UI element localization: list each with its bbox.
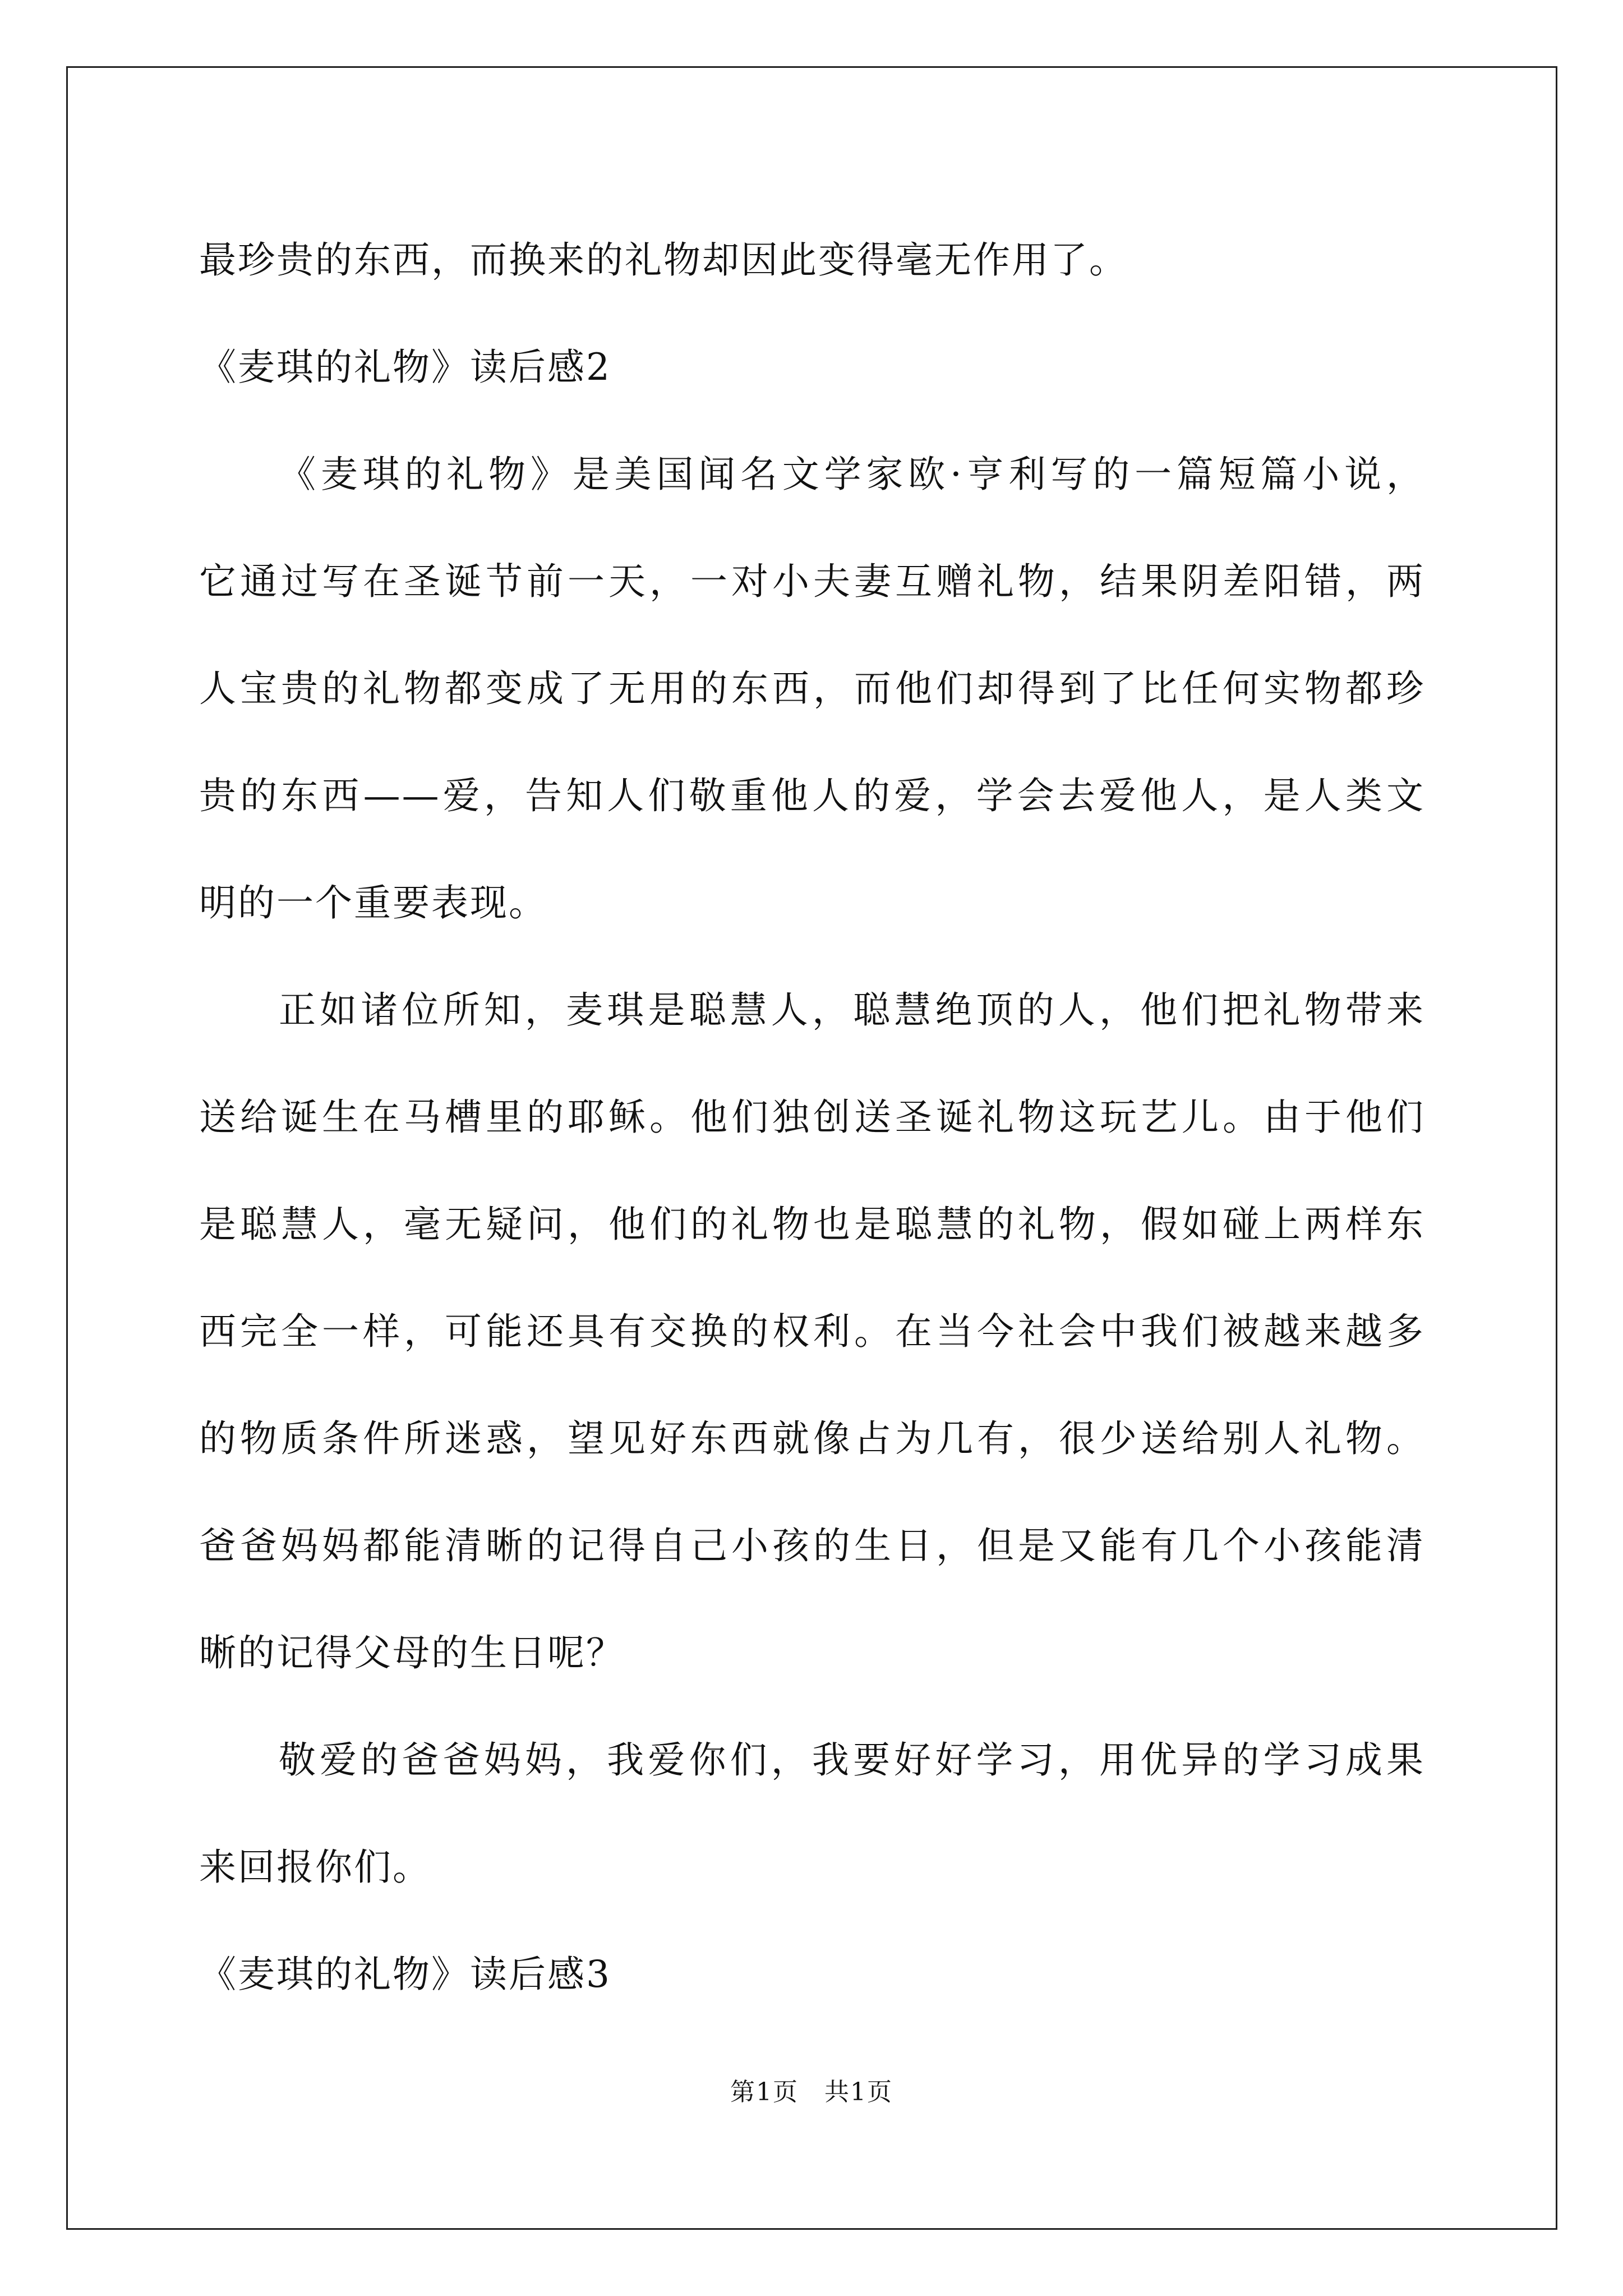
document-body — [199, 206, 1425, 2028]
paragraph-line: 是聪慧人，毫无疑问，他们的礼物也是聪慧的礼物，假如碰上两样东 — [199, 1203, 1425, 1246]
paragraph-line: 敬爱的爸爸妈妈，我爱你们，我要好好学习，用优异的学习成果 — [279, 1738, 1425, 1782]
section-heading: 《麦琪的礼物》读后感3 — [199, 1953, 611, 1996]
continuation-line: 最珍贵的东西，而换来的礼物却因此变得毫无作用了。 — [199, 238, 1128, 282]
paragraph-line: 晰的记得父母的生日呢？ — [199, 1631, 625, 1674]
page-number-footer: 第1页 共1页 — [730, 2078, 893, 2106]
paragraph-line: 爸爸妈妈都能清晰的记得自己小孩的生日，但是又能有几个小孩能清 — [199, 1524, 1425, 1567]
paragraph-line: 西完全一样，可能还具有交换的权利。在当今社会中我们被越来越多 — [199, 1310, 1425, 1353]
paragraph-line: 送给诞生在马槽里的耶稣。他们独创送圣诞礼物这玩艺儿。由于他们 — [199, 1096, 1425, 1139]
paragraph-line: 贵的东西——爱，告知人们敬重他人的爱，学会去爱他人，是人类文 — [199, 774, 1425, 817]
paragraph — [199, 1706, 1425, 1921]
paragraph-line: 《麦琪的礼物》是美国闻名文学家欧·亨利写的一篇短篇小说， — [279, 453, 1425, 496]
paragraph-line: 来回报你们。 — [199, 1846, 431, 1889]
paragraph-line: 人宝贵的礼物都变成了无用的东西，而他们却得到了比任何实物都珍 — [199, 667, 1425, 710]
section-heading: 《麦琪的礼物》读后感2 — [199, 346, 611, 389]
paragraph-line: 明的一个重要表现。 — [199, 881, 547, 924]
paragraph-line: 它通过写在圣诞节前一天，一对小夫妻互赠礼物，结果阴差阳错，两 — [199, 560, 1425, 603]
paragraph-line: 的物质条件所迷惑，望见好东西就像占为几有，很少送给别人礼物。 — [199, 1417, 1425, 1460]
paragraph — [199, 421, 1425, 956]
paragraph — [199, 956, 1425, 1706]
paragraph-line: 正如诸位所知，麦琪是聪慧人，聪慧绝顶的人，他们把礼物带来 — [279, 988, 1425, 1032]
